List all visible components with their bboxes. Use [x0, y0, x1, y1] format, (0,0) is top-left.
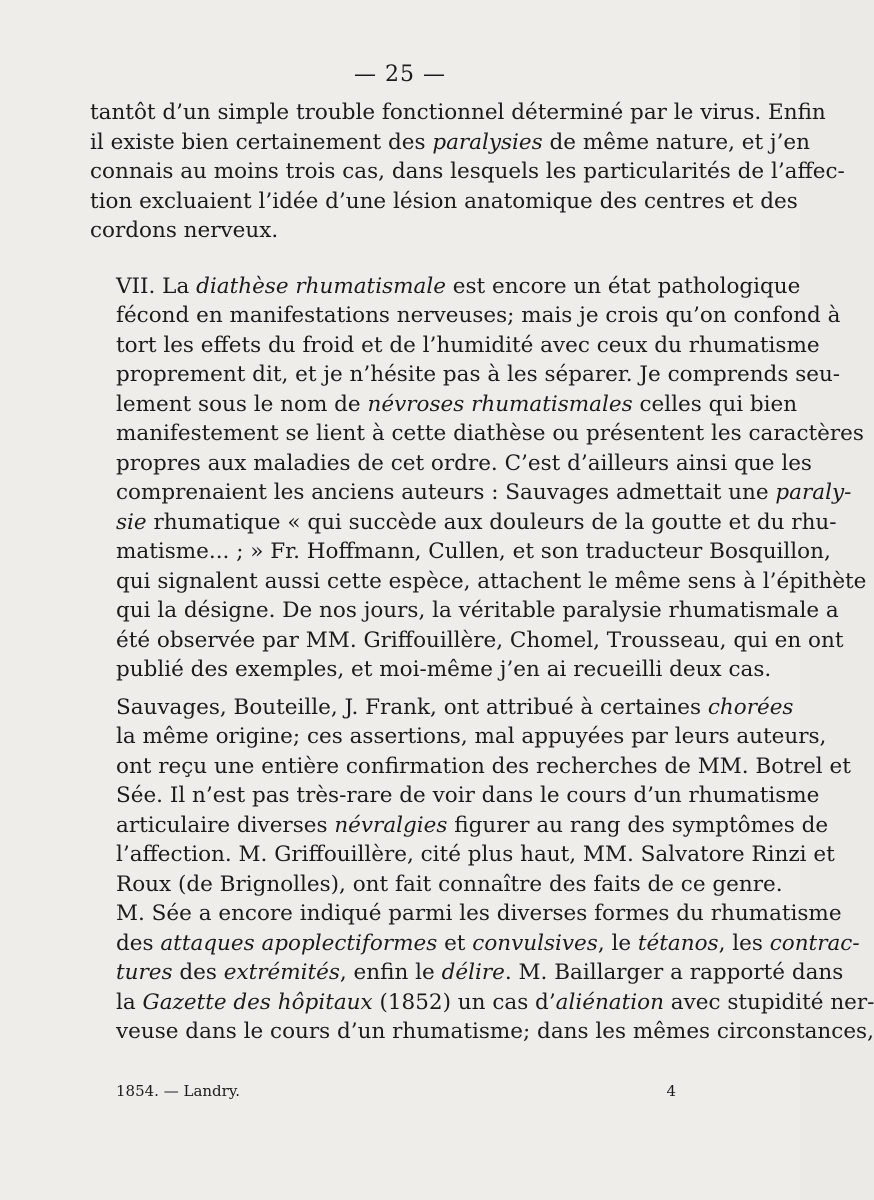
text-line: manifestement se lient à cette diathèse ou présentent les caractères — [116, 421, 864, 446]
text-line: des attaques apoplectiformes et convulsives, le tétanos, les contrac- — [116, 930, 860, 956]
text-line: matisme... ; » Fr. Hoffmann, Cullen, et son traducteur Bosquillon, — [116, 539, 831, 564]
signature-number: 4 — [666, 1082, 676, 1100]
body-text — [90, 98, 874, 1047]
text-line: Roux (de Brignolles), ont fait connaître des faits de ce genre. — [116, 871, 783, 897]
text-line: articulaire diverses névralgies figurer au rang des symptômes de — [116, 812, 829, 838]
text-line: il existe bien certainement des paralysies de même nature, et j’en — [90, 129, 811, 155]
text-line: proprement dit, et je n’hésite pas à les séparer. Je comprends seu- — [116, 362, 841, 387]
text-line: la Gazette des hôpitaux (1852) un cas d’aliénation avec stupidité ner- — [116, 989, 874, 1015]
paragraph-continuation — [90, 98, 845, 246]
italic-term: Gazette des hôpitaux — [142, 989, 373, 1015]
text-line: veuse dans le cours d’un rhumatisme; dans les mêmes circonstances, — [116, 1019, 874, 1044]
text-line: cordons nerveux. — [90, 218, 279, 243]
italic-term: paralysies — [432, 129, 543, 155]
text-line: VII. La diathèse rhumatismale est encore un état pathologique — [116, 273, 801, 299]
text-line: tantôt d’un simple trouble fonctionnel déterminé par le virus. Enfin — [90, 100, 826, 125]
text-line: tort les effets du froid et de l’humidité avec ceux du rhumatisme — [116, 332, 820, 358]
italic-term: tétanos — [637, 930, 719, 956]
text-line: connais au moins trois cas, dans lesquels les particularités de l’affec- — [90, 159, 845, 184]
text-line: M. Sée a encore indiqué parmi les diverses formes du rhumatisme — [116, 901, 842, 926]
italic-term: paraly- — [775, 480, 852, 505]
italic-term: névralgies — [334, 812, 448, 838]
text-line: tures des extrémités, enfin le délire. M. Baillarger a rapporté dans — [116, 960, 844, 985]
italic-term: extrémités — [223, 960, 340, 985]
text-line: été observée par MM. Griffouillère, Chomel, Trousseau, qui en ont — [116, 627, 844, 653]
text-line: comprenaient les anciens auteurs : Sauvages admettait une paraly- — [116, 480, 852, 505]
text-line: ont reçu une entière confirmation des recherches de MM. Botrel et — [116, 753, 851, 779]
paragraph-section-vii — [90, 272, 867, 685]
italic-term: névroses rhumatismales — [367, 391, 633, 417]
text-line: l’affection. M. Griffouillère, cité plus haut, MM. Salvatore Rinzi et — [116, 842, 835, 867]
italic-term: contrac- — [769, 930, 860, 956]
text-line: Sauvages, Bouteille, J. Frank, ont attribué à certaines chorées — [116, 694, 794, 720]
text-line: qui signalent aussi cette espèce, attachent le même sens à l’épithète — [116, 568, 867, 594]
italic-term: tures — [116, 960, 173, 985]
text-line: qui la désigne. De nos jours, la véritable paralysie rhumatismale a — [116, 598, 839, 623]
italic-term: convulsives — [472, 930, 598, 956]
text-line: la même origine; ces assertions, mal appuyées par leurs auteurs, — [116, 724, 827, 749]
text-line: propres aux maladies de cet ordre. C’est d’ailleurs ainsi que les — [116, 450, 812, 476]
italic-term: aliénation — [555, 989, 664, 1015]
text-line: Sée. Il n’est pas très-rare de voir dans le cours d’un rhumatisme — [116, 783, 820, 808]
italic-term: attaques apoplectiformes — [160, 930, 438, 956]
text-line: sie rhumatique « qui succède aux douleurs de la goutte et du rhu- — [116, 509, 837, 535]
italic-term: sie — [116, 509, 147, 535]
italic-term: chorées — [707, 694, 794, 720]
italic-term: diathèse rhumatismale — [196, 273, 446, 299]
text-line: publié des exemples, et moi-même j’en ai recueilli deux cas. — [116, 657, 772, 682]
paragraph-sauvages — [90, 693, 874, 1047]
text-line: fécond en manifestations nerveuses; mais je crois qu’on confond à — [116, 303, 841, 328]
italic-term: délire — [441, 960, 505, 985]
page-number: — 25 — — [354, 62, 446, 87]
text-line: tion excluaient l’idée d’une lésion anatomique des centres et des — [90, 188, 798, 214]
text-line: lement sous le nom de névroses rhumatismales celles qui bien — [116, 391, 798, 417]
signature-mark: 1854. — Landry. — [116, 1082, 241, 1100]
